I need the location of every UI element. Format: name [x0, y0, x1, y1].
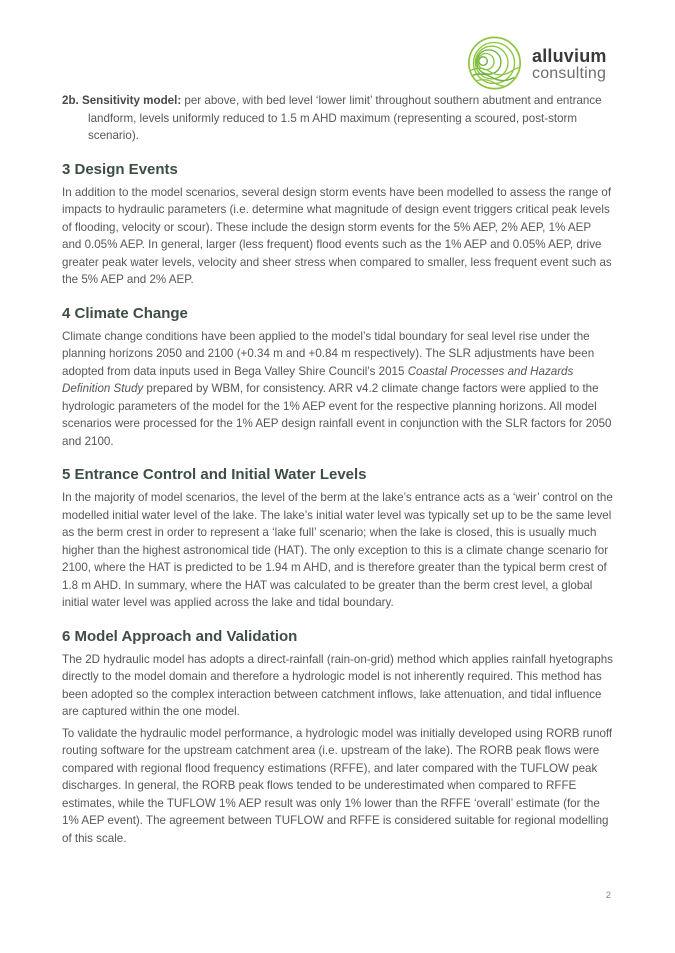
logo	[466, 35, 607, 91]
page-number: 2	[605, 890, 611, 901]
section-heading-climate-change: 4 Climate Change	[62, 304, 188, 322]
section-entrance-control	[62, 465, 613, 612]
logo-brand-text: alluvium	[532, 45, 607, 66]
paragraph-design-events: In addition to the model scenarios, several design storm events have been modelled to assess the range of impacts to hydraulic parameters (i.e. determine what magnitude of design event triggers critical peak levels of flooding, velocity or scour). These include the design storm events for the 5% AEP, 2% AEP, 1% AEP and 0.05% AEP. In general, larger (less frequent) flood events such as the 1% AEP and 0.05% AEP, drive greater peak water levels, velocity and sheer stress when compared to smaller, less frequent event such as the 5% AEP and 2% AEP.	[62, 185, 612, 286]
logo-brand-subtext: consulting	[532, 64, 607, 82]
section-model-approach	[62, 627, 613, 848]
document-content	[62, 92, 613, 847]
alluvium-waves-icon	[466, 35, 523, 91]
paragraph-model-approach-1: The 2D hydraulic model has adopts a direct-rainfall (rain-on-grid) method which applies rainfall hyetographs directly to the model domain and therefore a hydrologic model is not inherently required. This method has been adopted so the complex interaction between catchment inflows, lake attenuation, and tidal influence are captured within the one model.	[62, 652, 613, 718]
italic-report-citation: Coastal Processes and Hazards Definition Study	[62, 364, 574, 395]
paragraph-climate-change	[62, 328, 613, 451]
section-climate-change	[62, 304, 613, 451]
list-item-2b-bold-lead: 2b. Sensitivity model:	[62, 94, 182, 107]
list-item-2b	[62, 92, 613, 145]
paragraph-entrance-control: In the majority of model scenarios, the level of the berm at the lake’s entrance acts as a ‘weir’ control on the modelled initial water level of the lake. The lake’s initial water level was typically set up to be the same level as the berm crest in order to represent a ‘lake full’ scenario; when the lake is closed, this is usually much higher than the highest astronomical tide (HAT). The only exception to this is a climate change scenario for 2100, where the HAT is predicted to be 1.94 m AHD, and is therefore greater than the typical berm crest of 1.8 m AHD. In summary, where the HAT was calculated to be greater than the berm crest level, a global initial water level was applied across the lake and tidal boundary.	[62, 491, 613, 609]
logo-wordmark	[532, 45, 607, 82]
section-heading-model-approach: 6 Model Approach and Validation	[62, 627, 298, 645]
section-heading-design-events: 3 Design Events	[62, 160, 178, 178]
list-item-2b-text: per above, with bed level ‘lower limit’ throughout southern abutment and entrance landform, levels uniformly reduced to 1.5 m AHD maximum (representing a scoured, post-storm scenario).	[88, 94, 602, 142]
section-design-events	[62, 160, 613, 289]
section-heading-entrance-control: 5 Entrance Control and Initial Water Levels	[62, 466, 367, 483]
climate-text-before: Climate change conditions have been applied to the model’s tidal boundary for seal level rise under the planning horizons 2050 and 2100 (+0.34 m and +0.84 m respectively). The SLR adjustments have been adopted from data inputs used in Bega Valley Shire Council’s 2015	[62, 329, 595, 378]
paragraph-model-approach-2: To validate the hydraulic model performance, a hydrologic model was initially developed using RORB runoff routing software for the upstream catchment area (i.e. upstream of the lake). The RORB peak flows were compared with regional flood frequency estimations (RFFE), and later compared with the TUFLOW peak discharges. In general, the RORB peak flows tended to be underestimated when compared to RFFE estimates, while the TUFLOW 1% AEP result was only 1% lower than the RFFE ‘overall’ estimate (for the 1% AEP event). The agreement between TUFLOW and RFFE is considered suitable for regional modelling of this scale.	[62, 726, 613, 845]
climate-text-after: prepared by WBM, for consistency. ARR v4.2 climate change factors were applied to the hydrologic parameters of the model for the 1% AEP event for the respective planning horizons. All model scenarios were processed for the 1% AEP design rainfall event in conjunction with the SLR factors for 2050 and 2100.	[62, 382, 612, 448]
